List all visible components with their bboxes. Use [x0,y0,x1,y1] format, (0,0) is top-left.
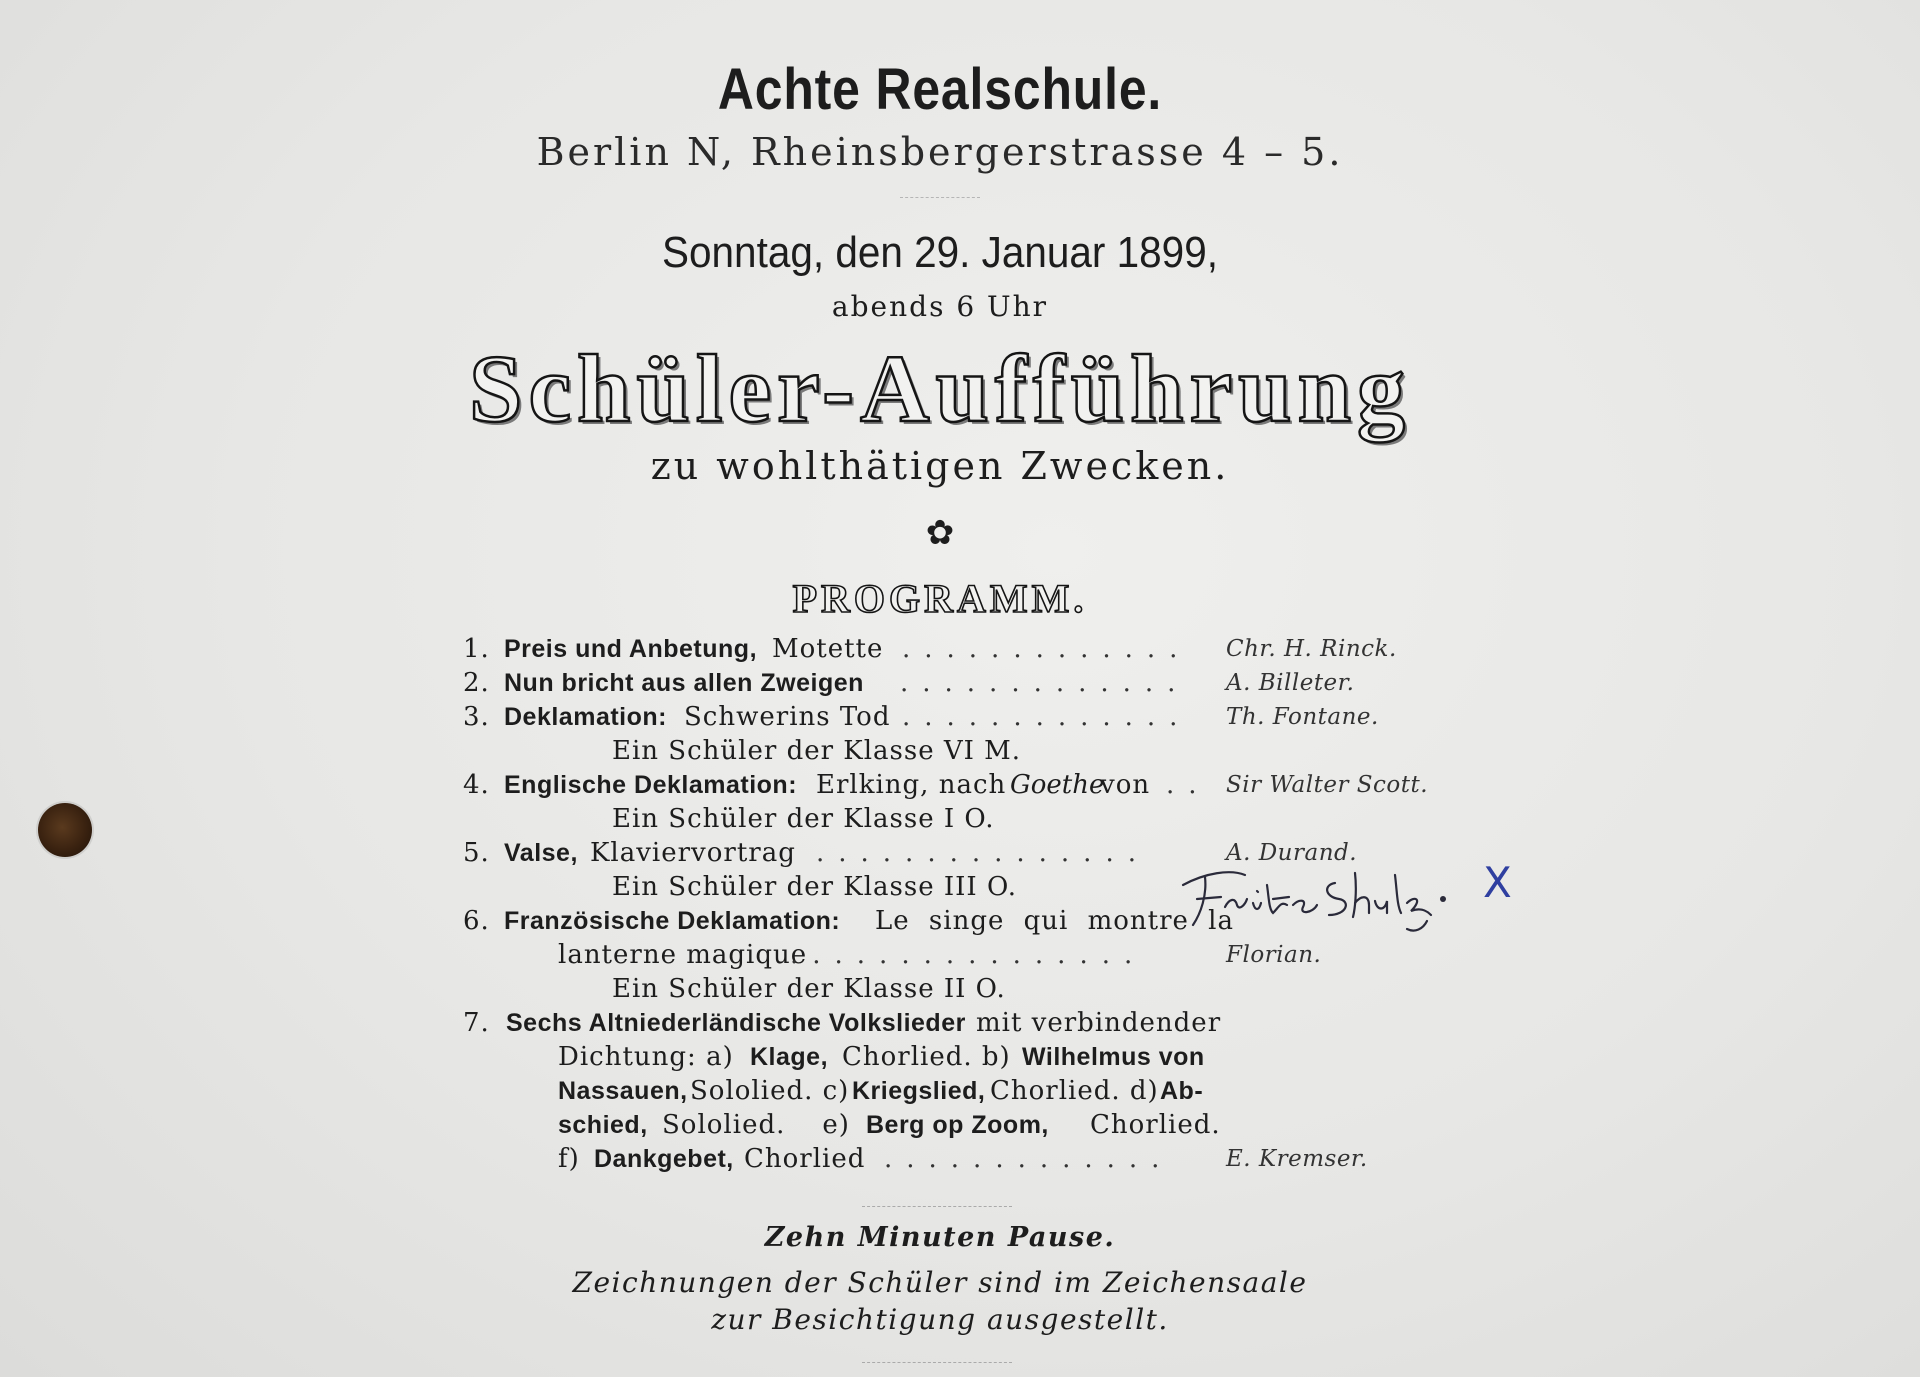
item-composer: Florian. [1226,942,1322,968]
list-item-continued [0,1074,1920,1108]
item-performer: Ein Schüler der Klasse I O. [612,804,995,834]
flower-ornament-icon: ✿ [925,513,955,553]
item-description: mit verbindender [976,1008,1222,1038]
item-description: Motette [772,634,884,664]
item-number: 3. [463,702,490,732]
item-title: Nun bricht aus allen Zweigen [504,669,864,697]
song-title: Wilhelmus von [1022,1043,1205,1071]
leader-dots: ............. [902,634,1192,664]
item-text: Chorlied. b) [842,1042,1011,1072]
song-title: Nassauen, [558,1077,688,1105]
item-title: Englische Deklamation: [504,771,798,799]
leader-dots: ............. [900,668,1190,698]
item-number: 6. [463,906,490,936]
list-item [0,836,1920,870]
item-text: Sololied. c) [690,1076,850,1106]
song-title: Berg op Zoom, [866,1111,1049,1139]
leader-dots: .. [1166,770,1211,800]
handwritten-signature [1175,855,1505,935]
leader-dots: ............. [884,1144,1174,1174]
leader-dots: ................ [790,940,1147,970]
exhibition-note-line2: zur Besichtigung ausgestellt. [711,1303,1169,1336]
item-text: Chorlied. [1090,1110,1221,1140]
item-text: f) [558,1144,580,1174]
song-title: schied, [558,1111,648,1139]
list-item-continued [0,1142,1920,1176]
list-item-continued [0,1040,1920,1074]
item-text: Chorlied [744,1144,866,1174]
item-title: Preis und Anbetung, [504,635,758,663]
item-description-end: von [1100,770,1151,800]
item-text: Sololied. e) [662,1110,850,1140]
song-title: Ab- [1160,1077,1204,1105]
list-item [0,666,1920,700]
item-title: Französische Deklamation: [504,907,841,935]
item-performer: Ein Schüler der Klasse II O. [612,974,1006,1004]
item-description-italic: Goethe [1010,770,1105,800]
item-description: Le singe qui montre la [875,906,1234,936]
item-description: lanterne magique [558,940,808,970]
item-performer: Ein Schüler der Klasse III O. [612,872,1017,902]
item-number: 1. [463,634,490,664]
item-description: Erlking, nach [816,770,1007,800]
list-item [0,768,1920,802]
item-description: Schwerins Tod [684,702,891,732]
list-item-continued [0,938,1920,972]
list-item [0,700,1920,734]
item-title: Deklamation: [504,703,667,731]
song-title: Dankgebet, [594,1145,734,1173]
exhibition-note-line1: Zeichnungen der Schüler sind im Zeichensaale [572,1266,1308,1299]
item-number: 4. [463,770,490,800]
item-composer: A. Billeter. [1226,670,1355,696]
handwritten-x-mark: X [1483,858,1512,907]
divider [862,1206,1012,1207]
item-number: 2. [463,668,490,698]
divider [900,197,980,198]
divider [862,1362,1012,1363]
item-number: 5. [463,838,490,868]
school-address: Berlin N, Rheinsbergerstrasse 4 – 5. [536,130,1344,174]
item-composer: Th. Fontane. [1226,704,1379,730]
leader-dots: ............. [902,702,1192,732]
event-date: Sonntag, den 29. Januar 1899, [662,228,1218,277]
item-composer: E. Kremser. [1226,1146,1368,1172]
item-description: Klaviervortrag [590,838,796,868]
event-purpose: zu wohlthätigen Zwecken. [650,444,1230,488]
intermission-note: Zehn Minuten Pause. [764,1222,1116,1253]
item-composer: Sir Walter Scott. [1226,772,1429,798]
song-title: Kriegslied, [852,1077,986,1105]
school-name: Achte Realschule. [717,57,1163,122]
item-text: Chorlied. d) [990,1076,1159,1106]
item-performer: Ein Schüler der Klasse VI M. [612,736,1022,766]
list-item [0,904,1920,938]
item-composer: A. Durand. [1226,840,1358,866]
event-title: Schüler-Aufführung [469,335,1411,442]
item-title: Sechs Altniederländische Volkslieder [506,1009,966,1037]
event-time: abends 6 Uhr [831,290,1049,323]
item-title: Valse, [504,839,578,867]
item-number: 7. [463,1008,490,1038]
item-text: Dichtung: a) [558,1042,734,1072]
list-item [0,632,1920,666]
item-composer: Chr. H. Rinck. [1226,636,1397,662]
list-item [0,1006,1920,1040]
list-item-continued [0,1108,1920,1142]
song-title: Klage, [750,1043,829,1071]
program-title: PROGRAMM. [792,576,1088,621]
leader-dots: ............... [816,838,1150,868]
